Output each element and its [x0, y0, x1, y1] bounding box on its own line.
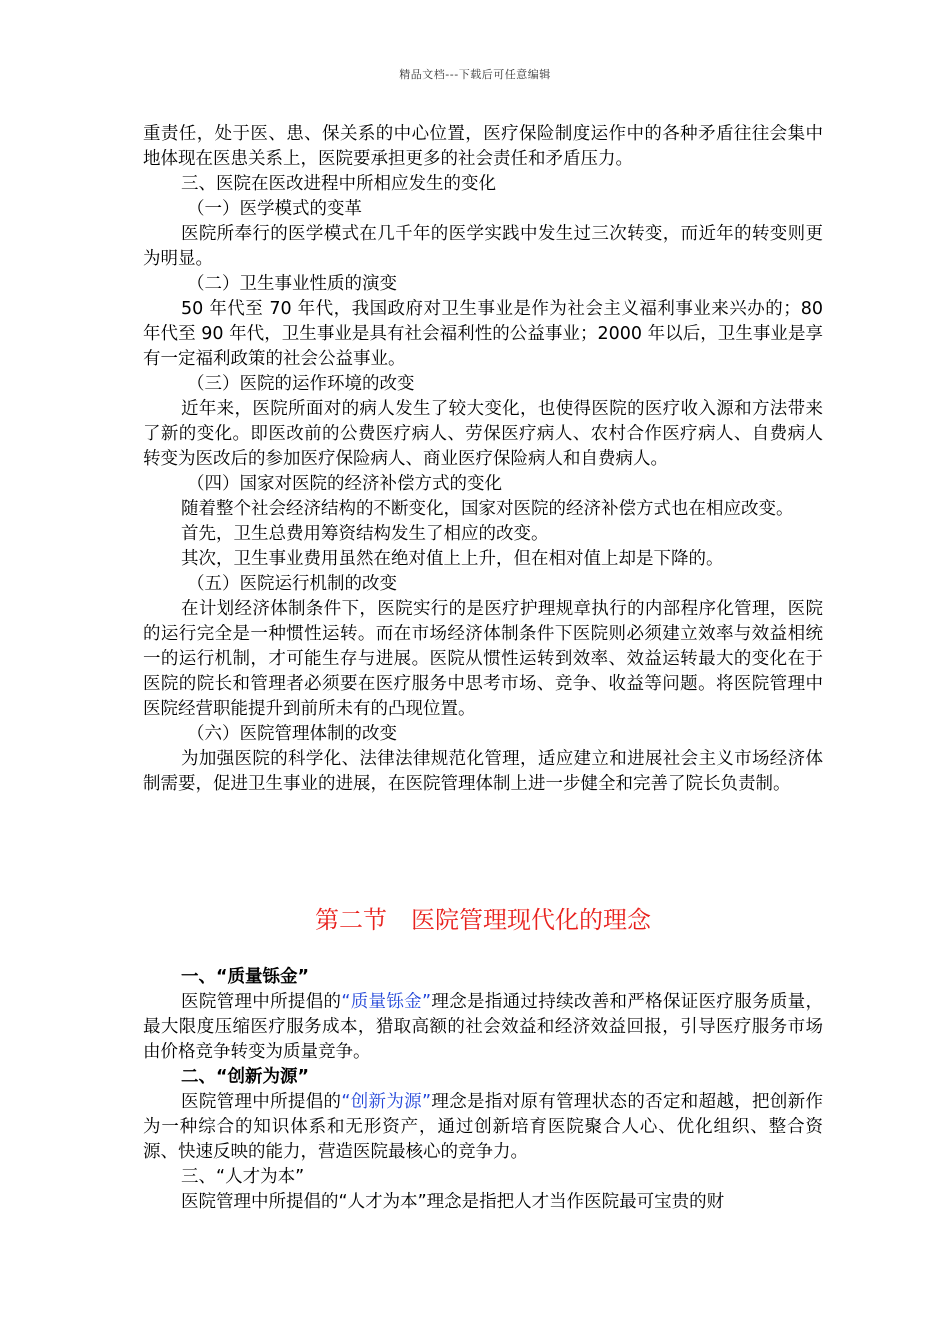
- text-post: 理念是指对原有管理状态的否定和超越，把创新作为一种综合的知识体系和无形资产，通过创新培育医院聚合人心、优化组织、整合资源、快速反映的能力，营造医院最核心的竞争力。: [143, 1092, 824, 1162]
- paragraph-2: 50 年代至 70 年代，我国政府对卫生事业是作为社会主义福利事业来兴办的；80 年代至 90 年代，卫生事业是具有社会福利性的公益事业；2000 年以后，卫生事业是享有一定福利政策的社会公益事业。: [143, 299, 823, 369]
- heading-three: 三、医院在医改进程中所相应发生的变化: [181, 174, 496, 194]
- document-body-part2: [143, 965, 823, 1215]
- concept-heading-1: 一、“质量铄金”: [181, 967, 310, 987]
- subheading-5: （五）医院运行机制的改变: [187, 574, 397, 594]
- paragraph-4b: 首先，卫生总费用筹资结构发生了相应的改变。: [181, 524, 549, 544]
- subheading-1: （一）医学模式的变革: [187, 199, 362, 219]
- concept-heading-2: 二、“创新为源”: [181, 1067, 310, 1087]
- paragraph-3: 近年来，医院所面对的病人发生了较大变化，也使得医院的医疗收入源和方法带来了新的变化。即医改前的公费医疗病人、劳保医疗病人、农村合作医疗病人、自费病人转变为医改后的参加医疗保险病人、商业医疗保险病人和自费病人。: [143, 399, 823, 469]
- subheading-4: （四）国家对医院的经济补偿方式的变化: [187, 474, 502, 494]
- text-post: 理念是指通过持续改善和严格保证医疗服务质量，最大限度压缩医疗服务成本，猎取高额的社会效益和经济效益回报，引导医疗服务市场由价格竞争转变为质量竞争。: [143, 992, 824, 1062]
- paragraph-6: 为加强医院的科学化、法律法律规范化管理，适应建立和进展社会主义市场经济体制需要，促进卫生事业的进展，在医院管理体制上进一步健全和完善了院长负责制。: [143, 749, 823, 794]
- subheading-3: （三）医院的运作环境的改变: [187, 374, 415, 394]
- subheading-6: （六）医院管理体制的改变: [187, 724, 397, 744]
- document-body-part1: [143, 122, 823, 797]
- paragraph-1: 医院所奉行的医学模式在几千年的医学实践中发生过三次转变，而近年的转变则更为明显。: [143, 224, 823, 269]
- paragraph-continuation: 重责任，处于医、患、保关系的中心位置，医疗保险制度运作中的各种矛盾往往会集中地体现在医患关系上，医院要承担更多的社会责任和矛盾压力。: [143, 124, 823, 169]
- concept-paragraph-3: 医院管理中所提倡的“人才为本”理念是指把人才当作医院最可宝贵的财: [181, 1192, 725, 1212]
- text-pre: 医院管理中所提倡的: [181, 1092, 342, 1112]
- highlight-keyword: “质量铄金”: [341, 992, 432, 1012]
- concept-heading-3: 三、“人才为本”: [181, 1167, 305, 1187]
- paragraph-4c: 其次，卫生事业费用虽然在绝对值上上升，但在相对值上却是下降的。: [181, 549, 724, 569]
- paragraph-4: 随着整个社会经济结构的不断变化，国家对医院的经济补偿方式也在相应改变。: [181, 499, 794, 519]
- page-header: 精品文档---下载后可任意编辑: [399, 68, 551, 81]
- concept-paragraph-1: [143, 990, 823, 1065]
- highlight-keyword: “创新为源”: [341, 1092, 432, 1112]
- concept-paragraph-2: [143, 1090, 823, 1165]
- paragraph-5: 在计划经济体制条件下，医院实行的是医疗护理规章执行的内部程序化管理，医院的运行完全是一种惯性运转。而在市场经济体制条件下医院则必须建立效率与效益相统一的运行机制，才可能生存与进展。医院从惯性运转到效率、效益运转最大的变化在于医院的院长和管理者必须要在医疗服务中思考市场、竞争、收益等问题。将医院管理中医院经营职能提升到前所未有的凸现位置。: [143, 599, 823, 719]
- section-title: 第二节 医院管理现代化的理念: [315, 906, 651, 934]
- text-pre: 医院管理中所提倡的: [181, 992, 342, 1012]
- subheading-2: （二）卫生事业性质的演变: [187, 274, 397, 294]
